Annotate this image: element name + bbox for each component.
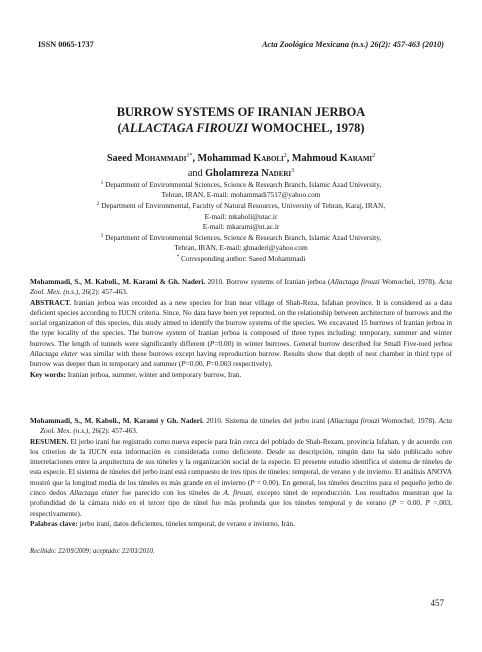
title-line-1: BURROW SYSTEMS OF IRANIAN JERBOA: [116, 105, 366, 119]
spanish-abstract-block: [30, 416, 452, 529]
article-title: [30, 104, 452, 136]
spanish-keywords: Palabras clave: jerbo iraní, datos deficientes, túneles temporal, de verano e invierno, Irán.: [30, 518, 295, 528]
english-abstract-block: [30, 277, 452, 380]
spanish-citation: Mohammadi, S., M. Kaboli., M. Karami y Gh. Naderi. 2010. Sistema de túneles del jerbo iraní (Allactaga firouzi Womochel, 1978). Acta Zool. Mex. (n.s.), 26(2): 457-463.: [30, 416, 453, 436]
spanish-abstract: RESUMEN. El jerbo iraní fue registrado como nueva especie para Irán cerca del poblado de Shah-Rezam, provincia Isfahan, y de acuerdo con los criterios de la IUCN esta información es considerada como deficiente. Desde su descripción, ningún dato ha sido publicado sobre interrelaciones entre la arquitectura de sus túneles y la organización social de la especie. El presente estudio identifica el sistema de túneles de esta especie. El sistema de túneles del jerbo iraní está compuesto de tres tipos de túneles: temporal, de verano y de invierno. El análisis ANOVA mostró que la longitud media de los túneles es más grande en el invierno (P = 0.00). En general, los túneles descritos para el pequeño jerbo de cinco dedos Allactaga elater fue parecido con los túneles de A. firouzi, excepto túnel de reproducción. Los resultados muestran que la profundidad de la cámara nido en el tercer tipo de túnel fue más profunda que los túneles temporal y de verano (P = 0.00, P =.003, respectivamente).: [30, 436, 452, 518]
english-keywords: Key words: Iranian jerboa, summer, winter and temporary burrow, Iran.: [30, 369, 242, 379]
affiliation-2-email-1: E-mail: mkaboli@utac.ir: [204, 211, 278, 221]
affiliations: [44, 179, 438, 265]
received-date: Recibido: 22/09/2009; aceptado: 22/03/2010.: [30, 548, 155, 555]
author-surname: Kaboli: [253, 153, 284, 164]
affiliation-3: $^3$ Department of Environmental Sciences, Science & Research Branch, Islamic Azad University,: [100, 233, 382, 243]
author-surname: Karami: [339, 153, 373, 164]
issn: ISSN 0065-1737: [38, 40, 94, 49]
corresponding-author: * Corresponding author: Saeed Mohammadi: [176, 254, 306, 264]
author-surname: Naderi: [261, 168, 292, 179]
title-line-2: (ALLACTAGA FIROUZI WOMOCHEL, 1978): [117, 121, 365, 135]
author-list: [30, 150, 452, 180]
author-surname: Mohammadi: [134, 153, 187, 164]
title-species: ALLACTAGA FIROUZI: [121, 121, 249, 135]
affiliation-3-email: Tehran, IRAN, E-mail: ghnaderi@yahoo.com: [174, 243, 308, 253]
journal-citation: Acta Zoológica Mexicana (n.s.) 26(2): 457-463 (2010): [262, 40, 444, 49]
authors-line-2: and Gholamreza Naderi$^3$: [187, 168, 295, 179]
english-citation: Mohammadi, S., M. Kaboli., M. Karami & Gh. Naderi. 2010. Borrow systems of Iranian jerboa (Allactaga firouzi Womochel, 1978). Acta Zool. Mex. (n.s.), 26(2): 457-463.: [30, 277, 452, 297]
english-abstract: ABSTRACT. Iranian jerboa was recorded as a new species for Iran near village of Shah-Reza, Isfahan province. It is considered as a data deficient species according to IUCN criteria. Since, No data have been yet reported, on the relationship between architecture of burrows and the social organization of this species, this study aimed to identify the burrow systems of the species. We excavated 15 burrows of Iranian jerboa in the type locality of the species. The burrow system of Iranian jerboa is composed of three types including: temporary, summer and winter burrows. The length of tunnels were significantly different (P=0.00) in winter burrows. General burrow described for Small Five-toed jerboa Allactaga elater was similar with these burrows except having reproduction burrow. Results show that depth of nest chamber in third type of burrow was deeper than in temporary and summer (P=0.00, P=0.003 respectively).: [30, 297, 452, 369]
running-header: [38, 40, 444, 54]
affiliation-1: $^1$ Department of Environmental Sciences, Science & Research Branch, Islamic Azad University,: [100, 180, 382, 189]
affiliation-2: $^2$ Department of Environmental, Faculty of Natural Resources, University of Tehran, Karaj, IRAN,: [96, 201, 386, 211]
affiliation-1-email: Tehran, IRAN, E-mail: mohammadi7517@yahoo.com: [161, 190, 321, 200]
page-number: 457: [430, 598, 444, 608]
affiliation-2-email-2: E-mail: mkarami@ut.ac.ir: [202, 221, 280, 231]
authors-line-1: Saeed Mohammadi$^{1*}$, Mohammad Kaboli$^2$, Mahmoud Karami$^2$: [106, 153, 376, 164]
